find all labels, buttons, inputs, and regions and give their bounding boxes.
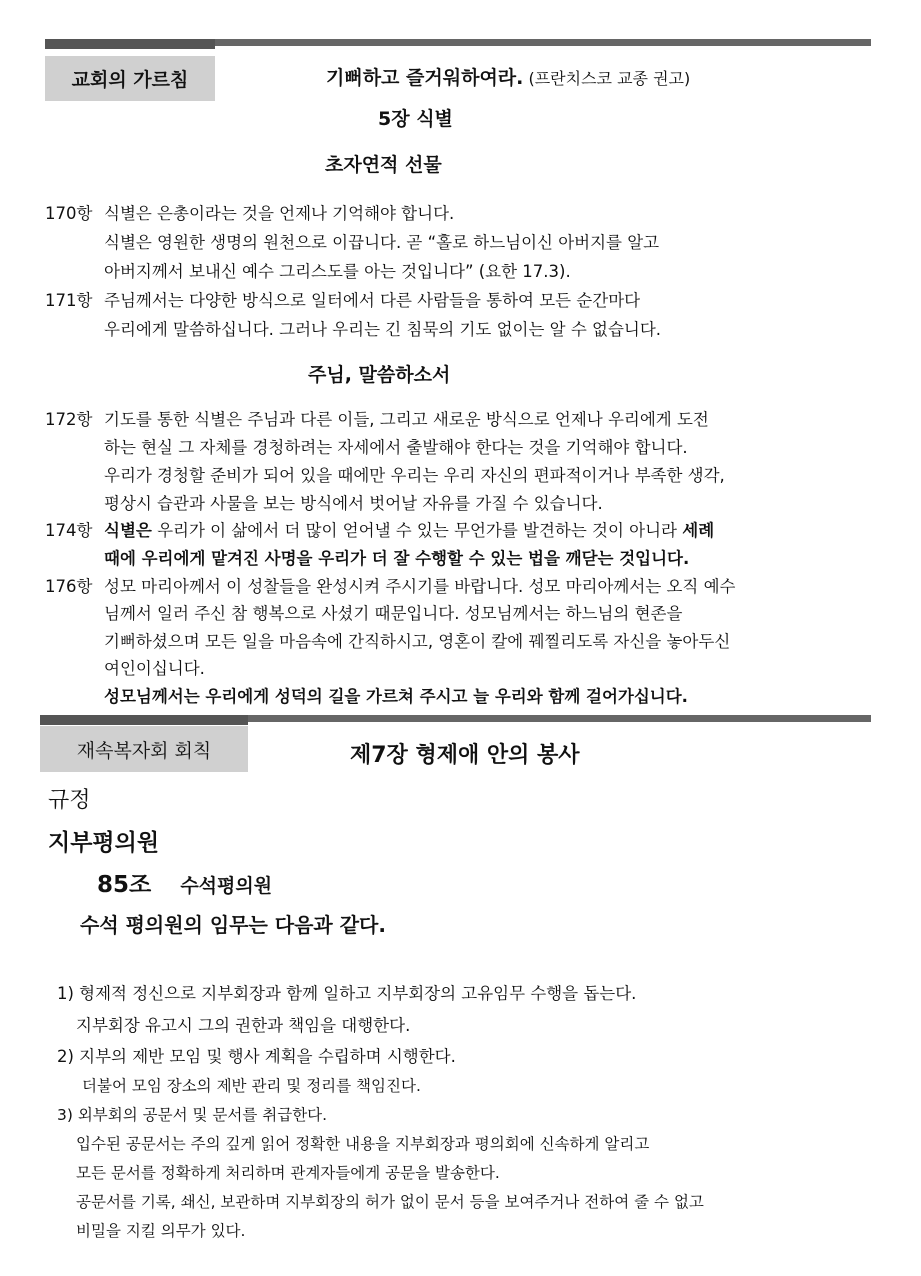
p172-line2: 하는 현실 그 자체를 경청하려는 자세에서 출발해야 한다는 것을 기억해야 합니다.	[104, 438, 688, 457]
section1-rule-accent	[45, 39, 215, 49]
p176-line2: 님께서 일러 주신 참 행복으로 사셨기 때문입니다. 성모님께서는 하느님의 현존을	[104, 604, 683, 623]
p170-line1: 식별은 은총이라는 것을 언제나 기억해야 합니다.	[104, 204, 455, 223]
p172-line4: 평상시 습관과 사물을 보는 방식에서 벗어날 자유를 가질 수 있습니다.	[104, 494, 603, 513]
heading-supernatural-gift: 초자연적 선물	[325, 154, 442, 176]
p176-line3: 기뻐하셨으며 모든 일을 마음속에 간직하시고, 영혼이 칼에 꿰찔리도록 자신을 놓아두신	[104, 632, 731, 651]
p171-line1: 주님께서는 다양한 방식으로 일터에서 다른 사람들을 통하여 모든 순간마다	[104, 291, 641, 310]
rule-label: 규정	[48, 788, 91, 813]
p170-line2: 식별은 영원한 생명의 원천으로 이끕니다. 곧 “홀로 하느님이신 아버지를 알고	[104, 233, 660, 252]
p174-bold-start: 식별은	[104, 521, 152, 540]
p170-line3: 아버지께서 보내신 예수 그리스도를 아는 것입니다” (요한 17.3).	[104, 262, 571, 281]
section2-tag: 재속복자회 회칙	[40, 726, 248, 772]
paragraph-number-174: 174항	[45, 521, 93, 540]
item1-line2: 지부회장 유고시 그의 권한과 책임을 대행한다.	[76, 1016, 411, 1035]
p172-line1: 기도를 통한 식별은 주님과 다른 이들, 그리고 새로운 방식으로 언제나 우리에게 도전	[104, 410, 709, 429]
item3-line3: 모든 문서를 정확하게 처리하며 관계자들에게 공문을 발송한다.	[76, 1164, 500, 1182]
council-label: 지부평의원	[48, 830, 160, 856]
duty-statement: 수석 평의원의 임무는 다음과 같다.	[80, 913, 386, 937]
paragraph-number-176: 176항	[45, 577, 93, 596]
section1-title-main: 기뻐하고 즐거워하여라.	[326, 67, 524, 89]
section1-title-sub: (프란치스코 교종 권고)	[528, 69, 691, 88]
p176-line5: 성모님께서는 우리에게 성덕의 길을 가르쳐 주시고 늘 우리와 함께 걸어가십니다.	[104, 687, 688, 706]
section2-rule-accent	[40, 715, 248, 725]
item3-line4: 공문서를 기록, 쇄신, 보관하며 지부회장의 허가 없이 문서 등을 보여주거나 전하여 줄 수 없고	[76, 1193, 704, 1211]
p176-line4: 여인이십니다.	[104, 659, 205, 678]
p174-line1	[104, 517, 714, 541]
item2-line1: 2) 지부의 제반 모임 및 행사 계획을 수립하며 시행한다.	[57, 1047, 456, 1066]
item3-line1: 3) 외부회의 공문서 및 문서를 취급한다.	[57, 1106, 328, 1124]
section2-title: 제7장 형제애 안의 봉사	[350, 743, 580, 768]
article-heading	[97, 866, 272, 899]
paragraph-number-172: 172항	[45, 410, 93, 429]
heading-lord-speak: 주님, 말씀하소서	[308, 364, 451, 386]
section2-top-rule	[40, 715, 871, 722]
article-number: 85조	[97, 872, 152, 898]
p174-bold-end: 세례	[682, 521, 715, 540]
p174-line2: 때에 우리에게 맡겨진 사명을 우리가 더 잘 수행할 수 있는 법을 깨닫는 것입니다.	[104, 549, 690, 568]
item1-line1: 1) 형제적 정신으로 지부회장과 함께 일하고 지부회장의 고유임무 수행을 돕는다.	[57, 984, 637, 1003]
paragraph-number-170: 170항	[45, 204, 93, 223]
p174-text: 우리가 이 삶에서 더 많이 얻어낼 수 있는 무언가를 발견하는 것이 아니라	[151, 521, 683, 540]
item3-line5: 비밀을 지킬 의무가 있다.	[76, 1222, 246, 1240]
item2-line2: 더불어 모임 장소의 제반 관리 및 정리를 책임진다.	[82, 1077, 421, 1095]
p172-line3: 우리가 경청할 준비가 되어 있을 때에만 우리는 우리 자신의 편파적이거나 부족한 생각,	[104, 466, 725, 485]
item3-line2: 입수된 공문서는 주의 깊게 읽어 정확한 내용을 지부회장과 평의회에 신속하게 알리고	[76, 1135, 650, 1153]
section1-title	[326, 63, 690, 90]
chapter-heading: 5장 식별	[378, 108, 453, 130]
paragraph-number-171: 171항	[45, 291, 93, 310]
p171-line2: 우리에게 말씀하십니다. 그러나 우리는 긴 침묵의 기도 없이는 알 수 없습니다.	[104, 320, 662, 339]
section1-top-rule	[45, 39, 871, 46]
p176-line1: 성모 마리아께서 이 성찰들을 완성시켜 주시기를 바랍니다. 성모 마리아께서는 오직 예수	[104, 577, 736, 596]
article-title: 수석평의원	[180, 875, 273, 897]
section1-tag: 교회의 가르침	[45, 56, 215, 101]
